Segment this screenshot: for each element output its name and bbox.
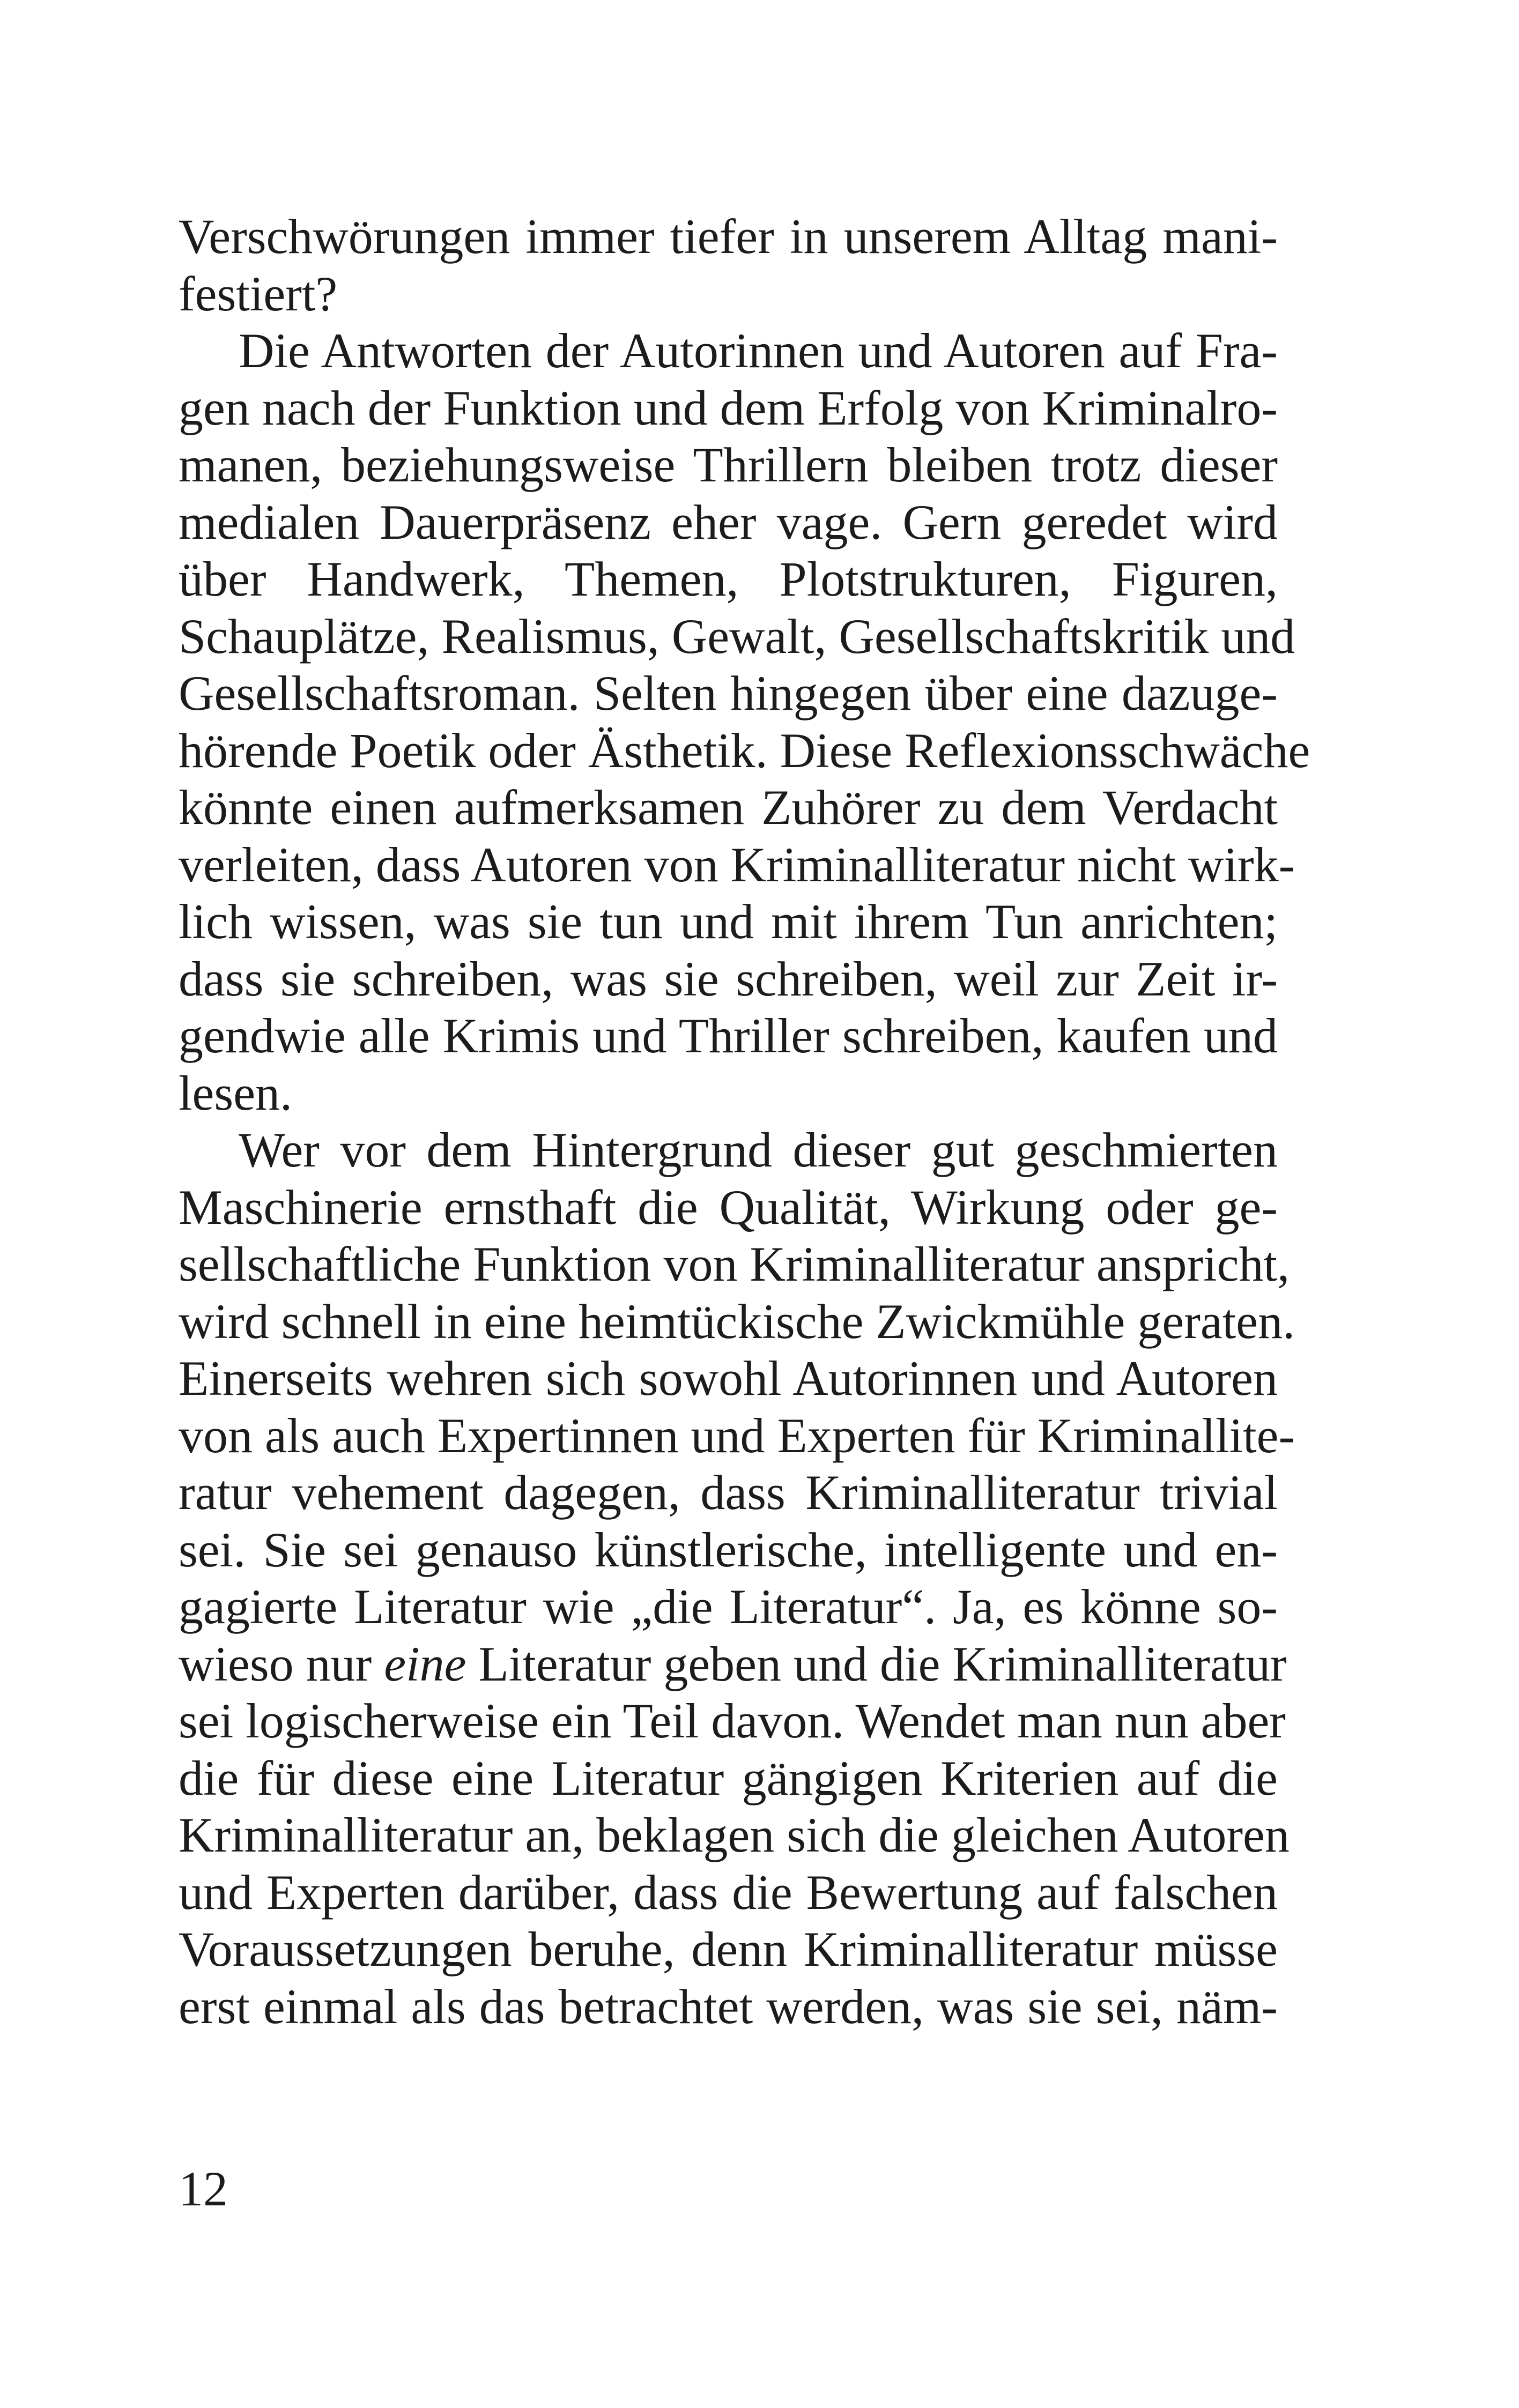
text-line: Wer vor dem Hintergrund dieser gut geschmierten [239, 1123, 1278, 1177]
text-line: ratur vehement dagegen, dass Kriminalliteratur trivial [179, 1465, 1278, 1520]
text-line: sellschaftliche Funktion von Kriminalliteratur anspricht, [179, 1237, 1290, 1291]
text-segment: Literatur geben und die Kriminalliteratur [466, 1636, 1287, 1691]
text-line: lich wissen, was sie tun und mit ihrem Tun anrichten; [179, 894, 1278, 949]
text-line: erst einmal als das betrachtet werden, was sie sei, näm- [179, 1979, 1278, 2034]
text-line: gen nach der Funktion und dem Erfolg von Kriminalro- [179, 380, 1278, 435]
emphasized-word: eine [384, 1636, 466, 1691]
text-line: lesen. [179, 1065, 293, 1120]
text-line: hörende Poetik oder Ästhetik. Diese Reflexionsschwäche [179, 723, 1310, 778]
text-line: verleiten, dass Autoren von Kriminalliteratur nicht wirk- [179, 837, 1295, 892]
text-line: Voraussetzungen beruhe, denn Kriminalliteratur müsse [179, 1922, 1278, 1976]
text-line: über Handwerk, Themen, Plotstrukturen, Figuren, [179, 552, 1278, 606]
text-line: sei logischerweise ein Teil davon. Wendet man nun aber [179, 1693, 1286, 1748]
text-line: wird schnell in eine heimtückische Zwickmühle geraten. [179, 1294, 1295, 1349]
page-number: 12 [179, 2161, 228, 2216]
text-line: manen, beziehungsweise Thrillern bleiben trotz dieser [179, 437, 1278, 492]
text-line: Gesellschaftsroman. Selten hingegen über eine dazuge- [179, 666, 1278, 720]
text-line: von als auch Expertinnen und Experten für Kriminallite- [179, 1408, 1295, 1463]
text-line: gendwie alle Krimis und Thriller schreiben, kaufen und [179, 1008, 1278, 1063]
text-line: Schauplätze, Realismus, Gewalt, Gesellschaftskritik und [179, 608, 1295, 664]
text-line: dass sie schreiben, was sie schreiben, weil zur Zeit ir- [179, 951, 1278, 1006]
text-line: festiert? [179, 266, 338, 321]
text-line: gagierte Literatur wie „die Literatur“. Ja, es könne so- [179, 1579, 1278, 1634]
text-line: Verschwörungen immer tiefer in unserem Alltag mani- [179, 209, 1278, 264]
text-line: sei. Sie sei genauso künstlerische, intelligente und en- [179, 1522, 1278, 1577]
page-body [179, 208, 1310, 2035]
text-line [179, 1636, 1287, 1693]
text-segment: wieso nur [179, 1636, 384, 1691]
text-line: Die Antworten der Autorinnen und Autoren auf Fra- [239, 323, 1278, 378]
text-line: medialen Dauerpräsenz eher vage. Gern geredet wird [179, 494, 1278, 549]
text-line: Maschinerie ernsthaft die Qualität, Wirkung oder ge- [179, 1179, 1278, 1235]
text-line: und Experten darüber, dass die Bewertung auf falschen [179, 1864, 1278, 1920]
text-line: könnte einen aufmerksamen Zuhörer zu dem Verdacht [179, 780, 1278, 835]
text-line: Einerseits wehren sich sowohl Autorinnen und Autoren [179, 1351, 1278, 1406]
text-line: die für diese eine Literatur gängigen Kriterien auf die [179, 1750, 1278, 1805]
text-line: Kriminalliteratur an, beklagen sich die gleichen Autoren [179, 1808, 1290, 1862]
